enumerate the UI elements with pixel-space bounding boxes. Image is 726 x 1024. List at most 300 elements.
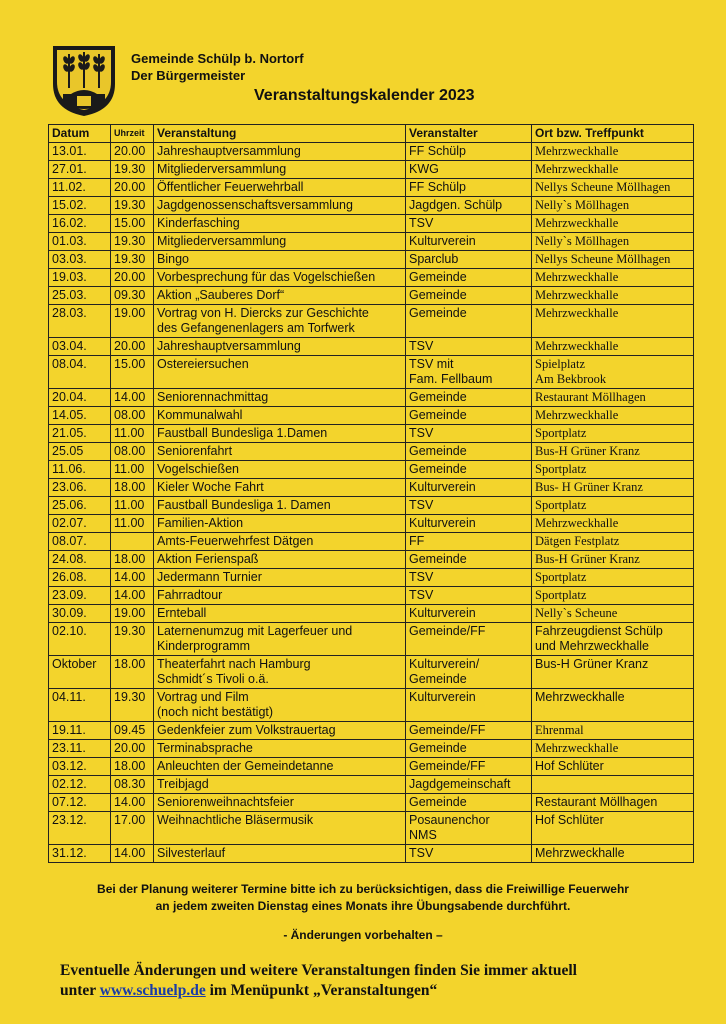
table-row	[49, 740, 694, 758]
cell-date	[49, 515, 111, 533]
cell-host	[406, 215, 532, 233]
cell-place-line-1: Mehrzweckhalle	[535, 162, 619, 176]
cell-host-line-1: Kulturverein	[409, 606, 476, 620]
table-row	[49, 161, 694, 179]
cell-date-line-1: 21.05.	[52, 426, 87, 440]
cell-time-line-1: 20.00	[114, 270, 146, 284]
table-row	[49, 179, 694, 197]
cell-host-line-1: TSV	[409, 339, 434, 353]
cell-date-line-1: 25.06.	[52, 498, 87, 512]
cell-host	[406, 479, 532, 497]
cell-date	[49, 215, 111, 233]
cell-place-line-1: Mehrzweckhalle	[535, 144, 619, 158]
cell-host	[406, 605, 532, 623]
cell-place	[532, 269, 694, 287]
cell-time-line-1: 20.00	[114, 339, 146, 353]
cell-place-line-1: Bus-H Grüner Kranz	[535, 552, 640, 566]
cell-time	[111, 569, 154, 587]
cell-place-line-1: Mehrzweckhalle	[535, 216, 619, 230]
cell-time-line-1: 20.00	[114, 741, 146, 755]
cell-host-line-1: Gemeinde	[409, 390, 467, 404]
changes-reserved: - Änderungen vorbehalten –	[283, 928, 443, 942]
cell-host-line-1: Gemeinde/FF	[409, 759, 486, 773]
cell-host-line-1: Gemeinde	[409, 795, 467, 809]
cell-place	[532, 533, 694, 551]
cell-event-line-1: Terminabsprache	[157, 741, 253, 755]
cell-date-line-1: 02.10.	[52, 624, 87, 638]
table-row	[49, 812, 694, 845]
table-row	[49, 497, 694, 515]
cell-host	[406, 587, 532, 605]
cell-place-line-1: Mehrzweckhalle	[535, 288, 619, 302]
cell-date	[49, 389, 111, 407]
cell-time-line-1: 14.00	[114, 795, 146, 809]
event-calendar-table	[48, 124, 694, 863]
cell-date-line-1: 19.11.	[52, 723, 86, 737]
cell-host	[406, 551, 532, 569]
cell-date-line-1: 03.03.	[52, 252, 87, 266]
cell-time	[111, 605, 154, 623]
cell-date	[49, 623, 111, 656]
cell-time-line-1: 15.00	[114, 216, 146, 230]
cell-date-line-1: 02.07.	[52, 516, 87, 530]
cell-time-line-1: 11.00	[114, 426, 145, 440]
cell-place-line-1: Sportplatz	[535, 588, 587, 602]
col-header-event: Veranstaltung	[154, 125, 406, 143]
cell-event	[154, 812, 406, 845]
cell-place-line-1: Sportplatz	[535, 570, 587, 584]
cell-place	[532, 305, 694, 338]
cell-event	[154, 233, 406, 251]
table-row	[49, 287, 694, 305]
cell-date	[49, 407, 111, 425]
cell-host-line-1: Gemeinde	[409, 288, 467, 302]
cell-event	[154, 425, 406, 443]
cell-date	[49, 479, 111, 497]
cell-event-line-1: Faustball Bundesliga 1.Damen	[157, 426, 328, 440]
table-row	[49, 233, 694, 251]
cell-host-line-1: TSV	[409, 498, 434, 512]
cell-date-line-1: 14.05.	[52, 408, 87, 422]
cell-time-line-1: 18.00	[114, 759, 146, 773]
table-row	[49, 479, 694, 497]
cell-host-line-1: Gemeinde	[409, 444, 467, 458]
cell-date	[49, 569, 111, 587]
cell-event	[154, 407, 406, 425]
cell-host	[406, 389, 532, 407]
cell-host-line-1: Gemeinde/FF	[409, 624, 486, 638]
cell-date	[49, 251, 111, 269]
cell-place-line-1: Mehrzweckhalle	[535, 339, 619, 353]
cell-date	[49, 605, 111, 623]
cell-host-line-1: Jagdgemeinschaft	[409, 777, 511, 791]
cell-place-line-1: Bus-H Grüner Kranz	[535, 444, 640, 458]
col-header-time: Uhrzeit	[111, 125, 154, 143]
cell-event-line-1: Mitgliederversammlung	[157, 234, 287, 248]
cell-event-line-1: Aktion „Sauberes Dorf“	[157, 288, 285, 302]
cell-host	[406, 443, 532, 461]
cell-place-line-1: Hof Schlüter	[535, 759, 604, 773]
cell-place	[532, 587, 694, 605]
cell-date	[49, 356, 111, 389]
table-row	[49, 551, 694, 569]
cell-date	[49, 845, 111, 863]
cell-time	[111, 197, 154, 215]
cell-event-line-1: Fahrradtour	[157, 588, 223, 602]
cell-place	[532, 497, 694, 515]
cell-event	[154, 722, 406, 740]
cell-event	[154, 551, 406, 569]
cell-place-line-1: Fahrzeugdienst Schülp	[535, 624, 663, 638]
cell-time-line-1: 20.00	[114, 144, 146, 158]
cell-place	[532, 623, 694, 656]
cell-host	[406, 722, 532, 740]
cell-place-line-1: Sportplatz	[535, 426, 587, 440]
notice-line-1: Eventuelle Änderungen und weitere Veranstaltungen finden Sie immer aktuell	[60, 962, 577, 979]
cell-time-line-1: 19.30	[114, 252, 146, 266]
cell-event	[154, 794, 406, 812]
cell-place	[532, 161, 694, 179]
table-header-row	[49, 125, 694, 143]
mayor-title: Der Bürgermeister	[131, 68, 246, 83]
cell-place-line-1: Spielplatz	[535, 357, 585, 371]
notice-line-2	[60, 981, 700, 1001]
cell-event-line-1: Faustball Bundesliga 1. Damen	[157, 498, 331, 512]
cell-date	[49, 143, 111, 161]
cell-place	[532, 215, 694, 233]
cell-date	[49, 722, 111, 740]
cell-event-line-2: des Gefangenenlagers am Torfwerk	[157, 321, 355, 335]
cell-event-line-1: Ostereiersuchen	[157, 357, 249, 371]
cell-place-line-1: Nellys Scheune Möllhagen	[535, 252, 671, 266]
cell-host	[406, 776, 532, 794]
cell-time	[111, 533, 154, 551]
cell-time-line-1: 19.00	[114, 606, 146, 620]
cell-place	[532, 656, 694, 689]
cell-time-line-1: 19.30	[114, 234, 146, 248]
cell-host-line-1: TSV	[409, 588, 434, 602]
cell-time-line-1: 15.00	[114, 357, 146, 371]
cell-date	[49, 443, 111, 461]
cell-time	[111, 269, 154, 287]
col-header-host: Veranstalter	[406, 125, 532, 143]
fire-brigade-note	[40, 881, 686, 915]
cell-host-line-2: Fam. Fellbaum	[409, 372, 493, 386]
cell-time-line-1: 18.00	[114, 480, 146, 494]
cell-date-line-1: 23.09.	[52, 588, 87, 602]
cell-event-line-1: Laternenumzug mit Lagerfeuer und	[157, 624, 353, 638]
table-row	[49, 533, 694, 551]
cell-date	[49, 656, 111, 689]
cell-place	[532, 689, 694, 722]
cell-place-line-1: Nellys Scheune Möllhagen	[535, 180, 671, 194]
cell-time	[111, 215, 154, 233]
website-notice	[60, 961, 700, 1001]
cell-time-line-1: 11.00	[114, 516, 145, 530]
cell-host-line-2: Gemeinde	[409, 672, 467, 686]
cell-place-line-1: Restaurant Möllhagen	[535, 390, 646, 404]
cell-host-line-1: TSV	[409, 846, 434, 860]
cell-place-line-1: Dätgen Festplatz	[535, 534, 620, 548]
cell-time-line-1: 19.00	[114, 306, 146, 320]
cell-time	[111, 587, 154, 605]
cell-event-line-1: Bingo	[157, 252, 189, 266]
table-row	[49, 776, 694, 794]
cell-host	[406, 515, 532, 533]
cell-host	[406, 812, 532, 845]
cell-host	[406, 179, 532, 197]
cell-host	[406, 305, 532, 338]
cell-time-line-1: 19.30	[114, 198, 146, 212]
cell-time	[111, 497, 154, 515]
cell-time	[111, 251, 154, 269]
cell-time-line-1: 11.00	[114, 498, 145, 512]
table-row	[49, 569, 694, 587]
cell-date	[49, 179, 111, 197]
cell-place	[532, 605, 694, 623]
cell-date-line-1: 30.09.	[52, 606, 87, 620]
cell-date	[49, 812, 111, 845]
table-row	[49, 356, 694, 389]
cell-host	[406, 287, 532, 305]
cell-event-line-1: Jedermann Turnier	[157, 570, 262, 584]
cell-place	[532, 197, 694, 215]
website-link[interactable]: www.schuelp.de	[99, 982, 206, 999]
cell-time-line-1: 14.00	[114, 570, 146, 584]
cell-host-line-1: Jagdgen. Schülp	[409, 198, 503, 212]
cell-date	[49, 587, 111, 605]
cell-time-line-1: 19.30	[114, 624, 146, 638]
cell-host	[406, 461, 532, 479]
cell-date-line-1: 23.11.	[52, 741, 86, 755]
cell-event-line-1: Jagdgenossenschaftsversammlung	[157, 198, 353, 212]
cell-date-line-1: 08.07.	[52, 534, 87, 548]
cell-place	[532, 758, 694, 776]
table-row	[49, 443, 694, 461]
cell-date-line-1: 23.06.	[52, 480, 87, 494]
cell-host-line-1: KWG	[409, 162, 439, 176]
cell-event-line-1: Öffentlicher Feuerwehrball	[157, 180, 304, 194]
cell-host-line-1: Gemeinde	[409, 408, 467, 422]
cell-date-line-1: 03.12.	[52, 759, 87, 773]
cell-place	[532, 356, 694, 389]
cell-place-line-1: Bus- H Grüner Kranz	[535, 480, 643, 494]
cell-event-line-1: Jahreshauptversammlung	[157, 144, 301, 158]
cell-date-line-1: 23.12.	[52, 813, 87, 827]
cell-host	[406, 197, 532, 215]
cell-place-line-1: Nelly`s Scheune	[535, 606, 618, 620]
municipality-name: Gemeinde Schülp b. Nortorf	[131, 51, 304, 66]
cell-place	[532, 740, 694, 758]
cell-host-line-1: Kulturverein	[409, 234, 476, 248]
cell-event	[154, 758, 406, 776]
cell-event-line-1: Kommunalwahl	[157, 408, 243, 422]
cell-host-line-1: Gemeinde	[409, 741, 467, 755]
cell-date-line-1: 24.08.	[52, 552, 87, 566]
cell-time	[111, 722, 154, 740]
cell-event	[154, 776, 406, 794]
cell-date-line-1: 28.03.	[52, 306, 87, 320]
cell-place	[532, 233, 694, 251]
table-row	[49, 605, 694, 623]
cell-event	[154, 515, 406, 533]
cell-date	[49, 758, 111, 776]
cell-time	[111, 758, 154, 776]
table-row	[49, 143, 694, 161]
table-row	[49, 587, 694, 605]
cell-time	[111, 515, 154, 533]
cell-event-line-1: Aktion Ferienspaß	[157, 552, 259, 566]
cell-place-line-1: Hof Schlüter	[535, 813, 604, 827]
table-row	[49, 794, 694, 812]
cell-time	[111, 407, 154, 425]
cell-time	[111, 161, 154, 179]
cell-date-line-1: 11.02.	[52, 180, 86, 194]
cell-host	[406, 161, 532, 179]
cell-place	[532, 845, 694, 863]
cell-event	[154, 443, 406, 461]
cell-event-line-1: Seniorenfahrt	[157, 444, 233, 458]
cell-date	[49, 233, 111, 251]
cell-time	[111, 179, 154, 197]
cell-time	[111, 776, 154, 794]
cell-host	[406, 845, 532, 863]
cell-event-line-1: Treibjagd	[157, 777, 209, 791]
cell-host	[406, 533, 532, 551]
cell-event-line-1: Weihnachtliche Bläsermusik	[157, 813, 314, 827]
cell-host-line-1: TSV	[409, 216, 434, 230]
cell-host	[406, 758, 532, 776]
table-row	[49, 269, 694, 287]
cell-time	[111, 551, 154, 569]
cell-date-line-1: Oktober	[52, 657, 97, 671]
cell-place	[532, 443, 694, 461]
cell-time	[111, 233, 154, 251]
cell-place-line-1: Ehrenmal	[535, 723, 584, 737]
cell-place-line-1: Mehrzweckhalle	[535, 306, 619, 320]
cell-time-line-1: 11.00	[114, 462, 145, 476]
cell-place	[532, 338, 694, 356]
cell-date	[49, 740, 111, 758]
cell-place	[532, 251, 694, 269]
cell-host	[406, 143, 532, 161]
cell-event-line-1: Seniorenweihnachtsfeier	[157, 795, 294, 809]
cell-event	[154, 338, 406, 356]
cell-date-line-1: 27.01.	[52, 162, 87, 176]
cell-host	[406, 233, 532, 251]
cell-date-line-1: 07.12.	[52, 795, 87, 809]
cell-time	[111, 845, 154, 863]
cell-date	[49, 197, 111, 215]
cell-place-line-1: Sportplatz	[535, 498, 587, 512]
cell-date-line-1: 25.03.	[52, 288, 87, 302]
cell-event-line-1: Vogelschießen	[157, 462, 240, 476]
cell-time	[111, 740, 154, 758]
cell-place-line-1: Mehrzweckhalle	[535, 270, 619, 284]
cell-time	[111, 689, 154, 722]
cell-host-line-1: Gemeinde	[409, 462, 467, 476]
cell-place	[532, 461, 694, 479]
cell-host	[406, 623, 532, 656]
table-row	[49, 197, 694, 215]
cell-host-line-1: Gemeinde/FF	[409, 723, 486, 737]
cell-date-line-1: 03.04.	[52, 339, 87, 353]
cell-event-line-1: Seniorennachmittag	[157, 390, 269, 404]
cell-event-line-1: Ernteball	[157, 606, 207, 620]
cell-date	[49, 161, 111, 179]
cell-event-line-2: Schmidt´s Tivoli o.ä.	[157, 672, 269, 686]
cell-date-line-1: 02.12.	[52, 777, 87, 791]
table-row	[49, 215, 694, 233]
cell-event	[154, 461, 406, 479]
cell-place	[532, 794, 694, 812]
cell-host-line-1: TSV	[409, 570, 434, 584]
cell-host-line-1: Kulturverein/	[409, 657, 480, 671]
cell-time	[111, 656, 154, 689]
table-row	[49, 515, 694, 533]
cell-date-line-1: 04.11.	[52, 690, 86, 704]
cell-place	[532, 515, 694, 533]
cell-time	[111, 338, 154, 356]
cell-place-line-1: Mehrzweckhalle	[535, 690, 625, 704]
cell-date-line-1: 26.08.	[52, 570, 87, 584]
cell-event	[154, 497, 406, 515]
cell-event-line-1: Kieler Woche Fahrt	[157, 480, 264, 494]
cell-date-line-1: 13.01.	[52, 144, 87, 158]
cell-event	[154, 143, 406, 161]
cell-host-line-1: Sparclub	[409, 252, 459, 266]
table-row	[49, 758, 694, 776]
cell-event-line-1: Familien-Aktion	[157, 516, 244, 530]
page-title: Veranstaltungskalender 2023	[254, 87, 475, 104]
table-row	[49, 845, 694, 863]
cell-host-line-1: Posaunenchor	[409, 813, 490, 827]
cell-host-line-1: FF Schülp	[409, 180, 466, 194]
cell-time-line-1: 19.30	[114, 162, 146, 176]
cell-place-line-1: Nelly`s Möllhagen	[535, 234, 630, 248]
table-row	[49, 338, 694, 356]
cell-event-line-1: Amts-Feuerwehrfest Dätgen	[157, 534, 314, 548]
cell-event	[154, 161, 406, 179]
cell-event	[154, 197, 406, 215]
cell-date	[49, 551, 111, 569]
cell-event-line-1: Silvesterlauf	[157, 846, 226, 860]
cell-time	[111, 794, 154, 812]
note-line-2: an jedem zweiten Dienstag eines Monats ihre Übungsabende durchführt.	[155, 899, 571, 913]
cell-event	[154, 605, 406, 623]
cell-host-line-1: Kulturverein	[409, 690, 476, 704]
cell-date	[49, 794, 111, 812]
cell-event-line-1: Vorbesprechung für das Vogelschießen	[157, 270, 376, 284]
cell-time	[111, 812, 154, 845]
cell-time	[111, 389, 154, 407]
cell-host	[406, 407, 532, 425]
cell-event-line-2: (noch nicht bestätigt)	[157, 705, 274, 719]
table-row	[49, 722, 694, 740]
cell-host	[406, 497, 532, 515]
cell-time-line-1: 18.00	[114, 657, 146, 671]
cell-host-line-1: Gemeinde	[409, 306, 467, 320]
cell-host-line-1: Gemeinde	[409, 270, 467, 284]
cell-event	[154, 179, 406, 197]
cell-host-line-1: Kulturverein	[409, 516, 476, 530]
cell-event	[154, 623, 406, 656]
cell-time-line-1: 08.30	[114, 777, 146, 791]
cell-event	[154, 305, 406, 338]
cell-time	[111, 443, 154, 461]
cell-time-line-1: 09.30	[114, 288, 146, 302]
cell-host	[406, 338, 532, 356]
